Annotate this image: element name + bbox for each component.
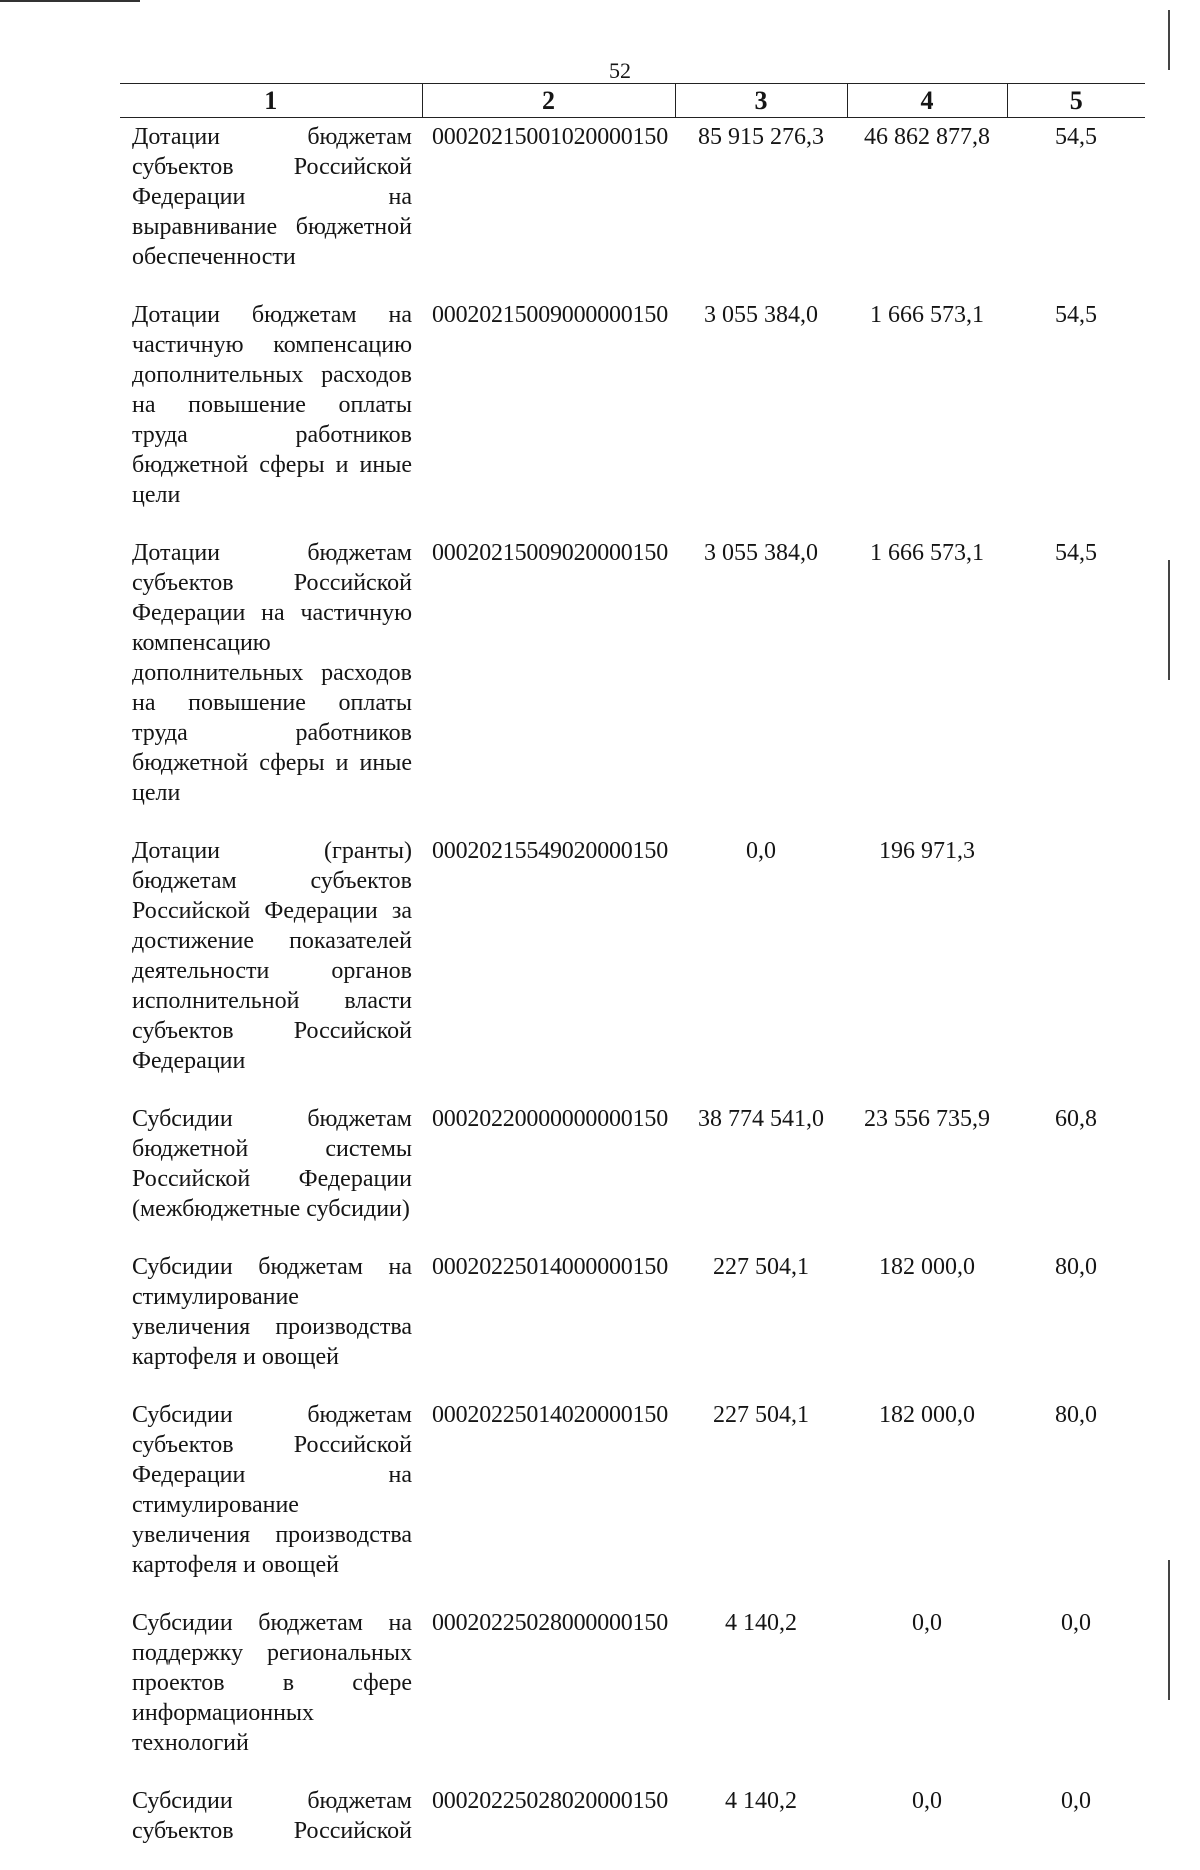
row-col4: 1 666 573,1 (870, 540, 984, 566)
row-col4: 23 556 735,9 (864, 1106, 990, 1132)
row-name: Субсидии бюджетам субъектов Российской Федерации на стимулирование увеличения производства картофеля и овощей (132, 1402, 412, 1578)
row-name: Дотации бюджетам на частичную компенсацию дополнительных расходов на повышение оплаты труда работников бюджетной сферы и иные цели (132, 302, 412, 508)
row-name: Дотации (гранты) бюджетам субъектов Российской Федерации за достижение показателей деятельности органов исполнительной власти субъектов Российской Федерации (132, 838, 412, 1074)
row-col4: 196 971,3 (879, 838, 975, 864)
row-col3: 4 140,2 (725, 1610, 797, 1636)
table-header-row (120, 84, 1145, 118)
scan-edge-line (1168, 1560, 1170, 1700)
row-name: Дотации бюджетам субъектов Российской Федерации на частичную компенсацию дополнительных расходов на повышение оплаты труда работников бюджетной сферы и иные цели (132, 540, 412, 806)
budget-table (120, 83, 1145, 1870)
row-name: Субсидии бюджетам субъектов Российской (132, 1788, 412, 1844)
row-col3: 227 504,1 (713, 1402, 809, 1428)
row-col4: 46 862 877,8 (864, 124, 990, 150)
row-col5: 80,0 (1055, 1402, 1097, 1428)
table-row (120, 832, 1145, 1100)
row-col5: 0,0 (1061, 1788, 1091, 1814)
row-code: 00020225028000000150 (432, 1610, 669, 1636)
row-col3: 3 055 384,0 (704, 540, 818, 566)
row-col3: 4 140,2 (725, 1788, 797, 1814)
row-col4: 0,0 (912, 1610, 942, 1636)
scan-edge-line (1168, 560, 1170, 680)
row-col3: 227 504,1 (713, 1254, 809, 1280)
row-col5: 54,5 (1055, 124, 1097, 150)
column-header: 5 (1007, 84, 1145, 118)
row-code: 00020225014000000150 (432, 1254, 669, 1280)
row-name: Субсидии бюджетам на поддержку региональных проектов в сфере информационных технологий (132, 1610, 412, 1756)
row-code: 00020225014020000150 (432, 1402, 669, 1428)
row-col5: 80,0 (1055, 1254, 1097, 1280)
table-row (120, 118, 1145, 297)
row-col3: 0,0 (746, 838, 776, 864)
row-col5: 0,0 (1061, 1610, 1091, 1636)
table-row (120, 296, 1145, 534)
table-row (120, 1100, 1145, 1248)
column-header: 1 (120, 84, 422, 118)
table-row (120, 1782, 1145, 1870)
row-col3: 3 055 384,0 (704, 302, 818, 328)
scan-edge-line (0, 0, 140, 2)
row-col5 (1007, 832, 1145, 1100)
row-name: Субсидии бюджетам бюджетной системы Российской Федерации (межбюджетные субсидии) (132, 1106, 412, 1222)
table-row (120, 1248, 1145, 1396)
row-code: 00020215009020000150 (432, 540, 669, 566)
row-code: 00020215549020000150 (432, 838, 669, 864)
row-name: Дотации бюджетам субъектов Российской Федерации на выравнивание бюджетной обеспеченности (132, 124, 412, 270)
row-col4: 0,0 (912, 1788, 942, 1814)
column-header: 4 (847, 84, 1007, 118)
row-col4: 182 000,0 (879, 1254, 975, 1280)
row-code: 00020215009000000150 (432, 302, 669, 328)
table-row (120, 534, 1145, 832)
scan-edge-line (1168, 10, 1170, 70)
row-code: 00020220000000000150 (432, 1106, 669, 1132)
column-header: 2 (422, 84, 675, 118)
row-col4: 1 666 573,1 (870, 302, 984, 328)
row-col5: 54,5 (1055, 302, 1097, 328)
column-header: 3 (675, 84, 847, 118)
row-name: Субсидии бюджетам на стимулирование увеличения производства картофеля и овощей (132, 1254, 412, 1370)
row-col3: 85 915 276,3 (698, 124, 824, 150)
row-code: 00020215001020000150 (432, 124, 669, 150)
row-col4: 182 000,0 (879, 1402, 975, 1428)
row-col3: 38 774 541,0 (698, 1106, 824, 1132)
table-row (120, 1396, 1145, 1604)
page-number: 52 (609, 58, 631, 83)
row-col5: 54,5 (1055, 540, 1097, 566)
table-row (120, 1604, 1145, 1782)
row-col5: 60,8 (1055, 1106, 1097, 1132)
row-code: 00020225028020000150 (432, 1788, 669, 1814)
